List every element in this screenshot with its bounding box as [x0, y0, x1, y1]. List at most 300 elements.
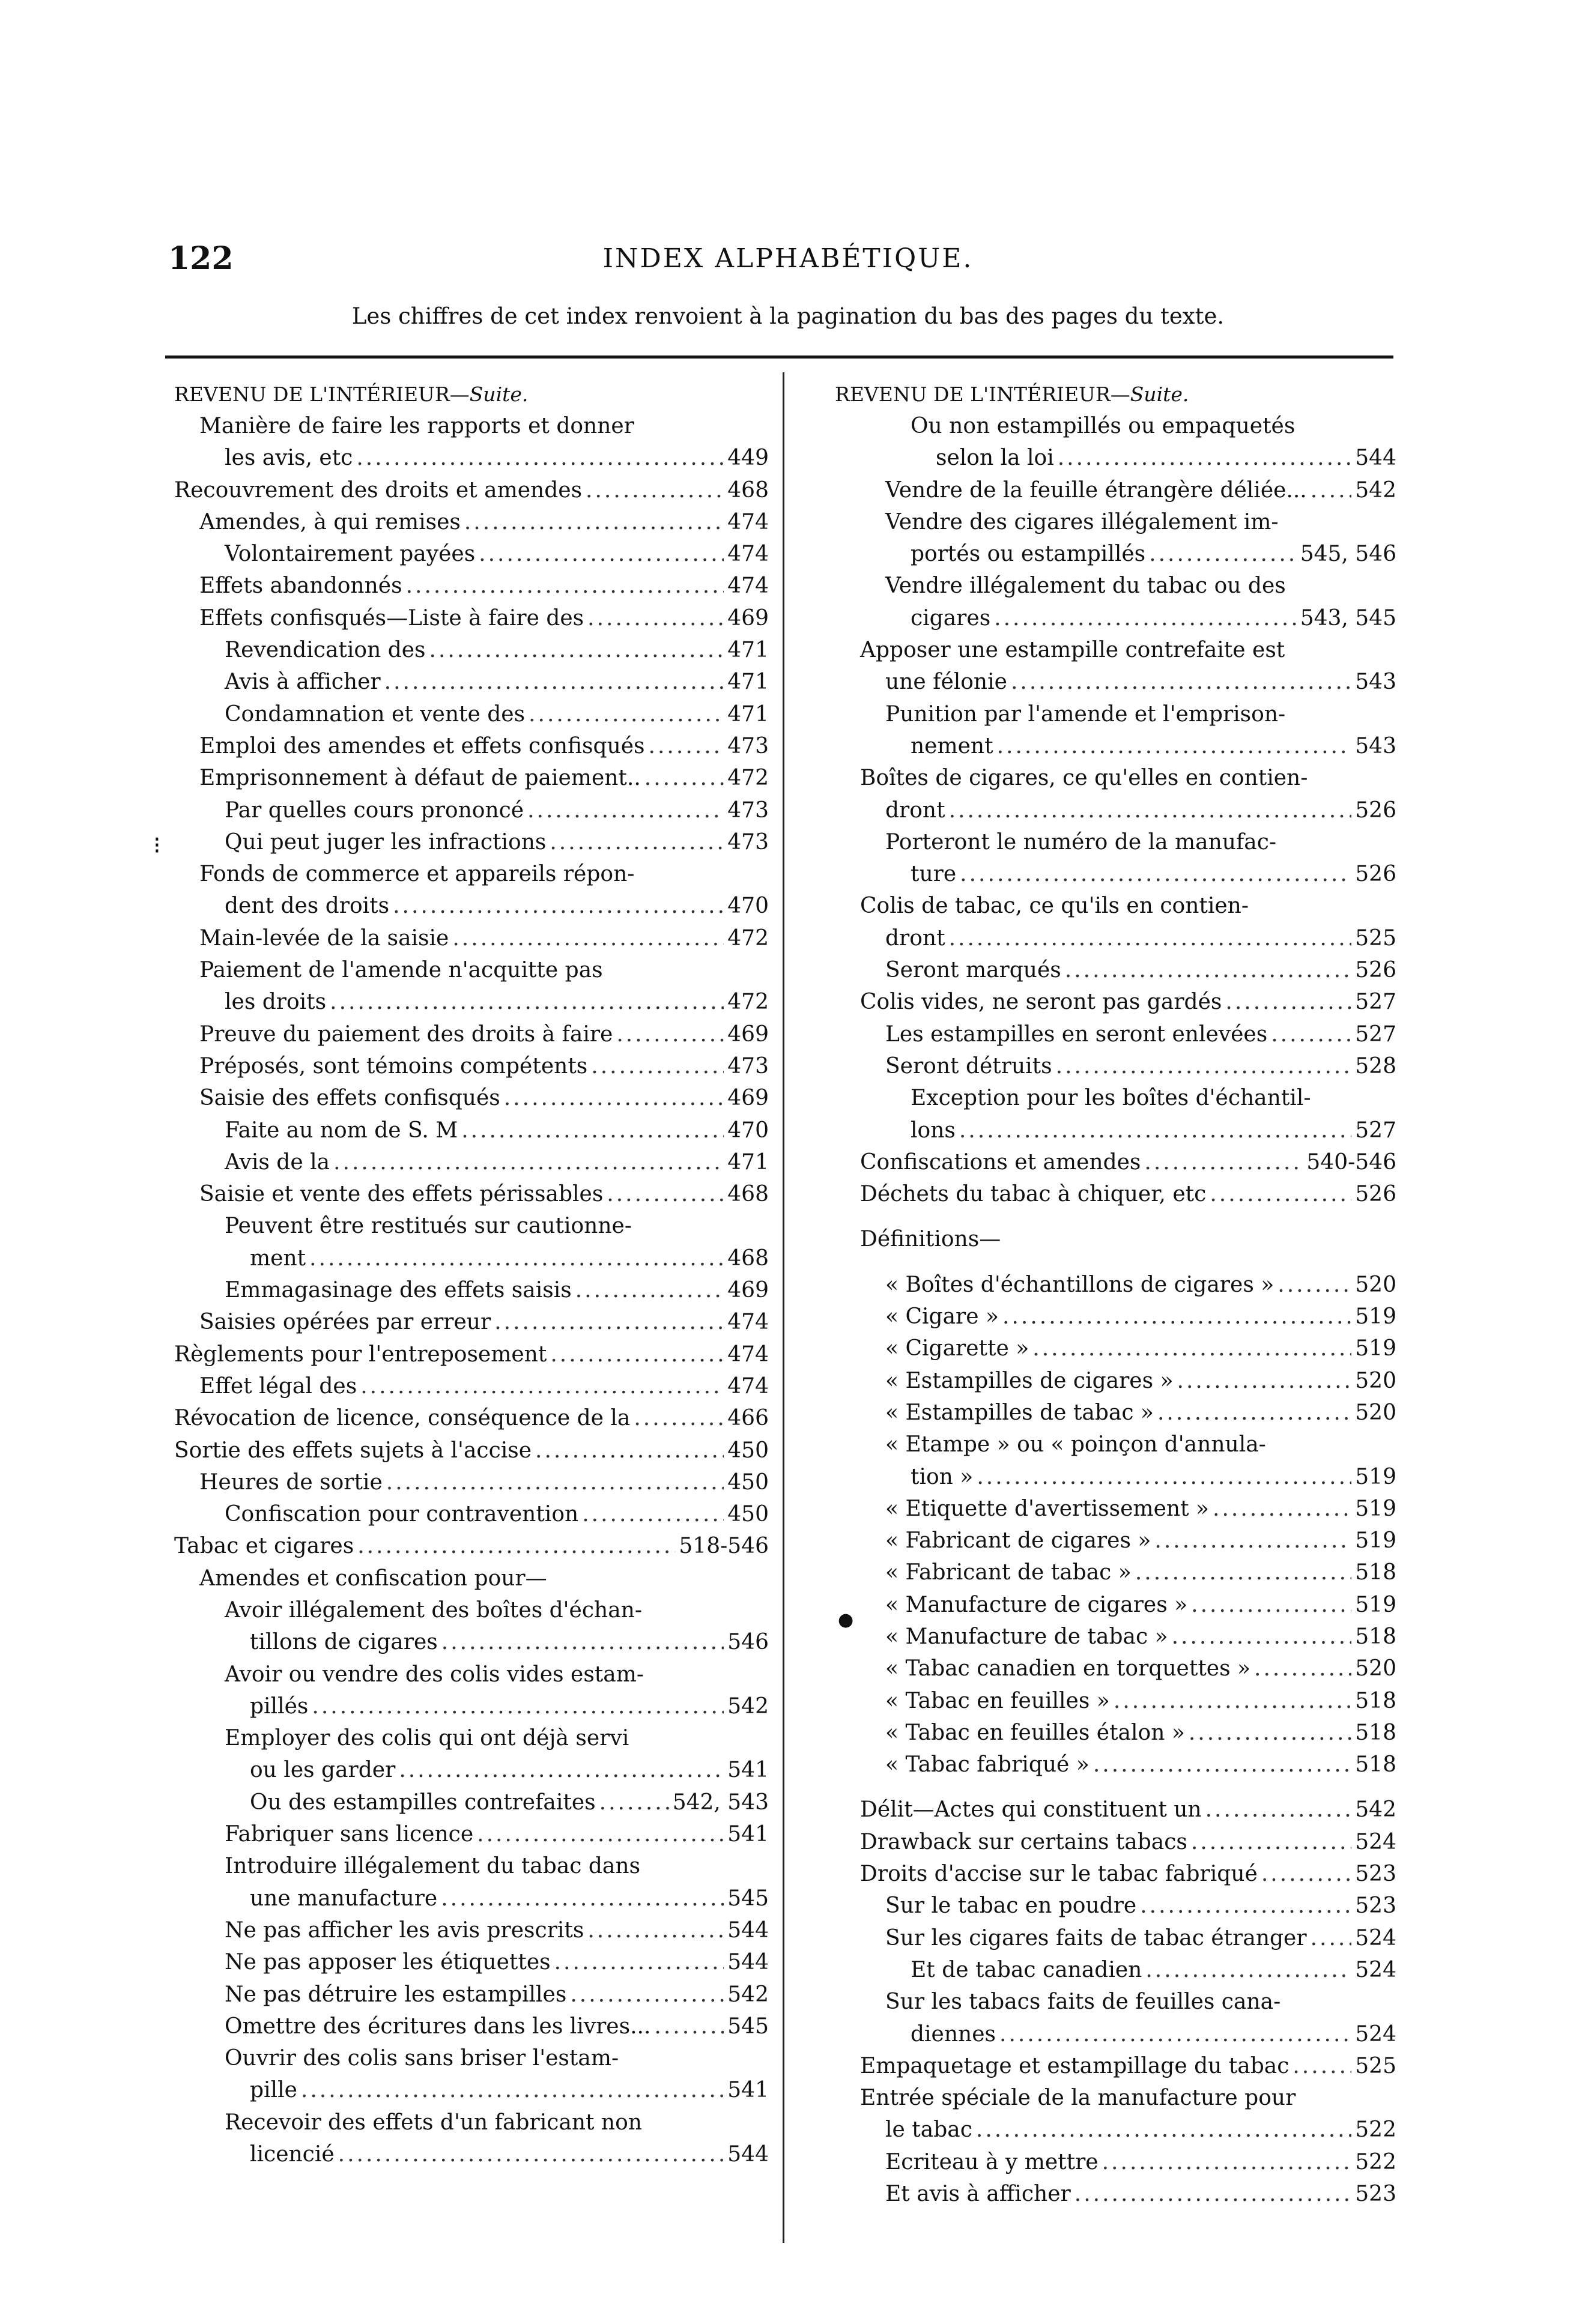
index-entry — [174, 1498, 769, 1530]
dot-leader — [1149, 538, 1297, 570]
index-entry-text: Paiement de l'amende n'acquitte pas — [199, 958, 603, 983]
index-entry-text: « Tabac fabriqué » — [885, 1752, 1090, 1778]
dot-leader — [1277, 1269, 1351, 1301]
index-entry — [835, 1794, 1396, 1826]
index-entry — [174, 1466, 769, 1498]
index-entry-text: dront — [885, 925, 945, 951]
index-entry-page: 526 — [1355, 797, 1396, 823]
index-entry-page: 526 — [1355, 1182, 1396, 1207]
dot-leader — [1177, 1365, 1352, 1397]
index-entry-page: 540-546 — [1306, 1149, 1396, 1175]
index-entry — [835, 1621, 1396, 1653]
index-entry — [174, 1435, 769, 1466]
index-entry — [174, 1914, 769, 1946]
dot-leader — [977, 1461, 1351, 1493]
index-entry — [835, 698, 1396, 730]
dot-leader — [634, 1402, 724, 1434]
index-entry-text: une félonie — [885, 670, 1007, 695]
index-entry-page: 518 — [1355, 1752, 1396, 1778]
index-entry-text: « Etampe » ou « poinçon d'annula- — [885, 1432, 1266, 1457]
entry-gap — [835, 1210, 1396, 1223]
index-entry — [835, 1223, 1396, 1255]
dot-leader — [1140, 1890, 1351, 1922]
index-entry — [835, 762, 1396, 794]
dot-leader — [1189, 1717, 1351, 1749]
index-entry-text: Omettre des écritures dans les livres... — [225, 2014, 651, 2039]
index-entry-text: Revendication des — [225, 638, 426, 663]
index-entry-text: Emmagasinage des effets saisis — [225, 1278, 572, 1303]
index-entry — [174, 1210, 769, 1242]
column-heading-continued: Suite. — [1130, 383, 1189, 406]
index-entry — [835, 2050, 1396, 2082]
index-entry — [835, 1826, 1396, 1858]
index-entry-text: Punition par l'amende et l'emprison- — [885, 701, 1286, 727]
index-entry-page: 471 — [727, 1149, 769, 1175]
index-entry — [174, 1659, 769, 1690]
dot-leader — [1114, 1685, 1351, 1717]
index-entry — [835, 1301, 1396, 1333]
dot-leader — [477, 1818, 724, 1850]
index-entry-page: 546 — [727, 1630, 769, 1655]
index-entry — [174, 1402, 769, 1434]
index-entry-page: 524 — [1355, 1957, 1396, 1982]
index-entry — [174, 1050, 769, 1082]
index-entry-page: 519 — [1355, 1528, 1396, 1554]
column-heading-text: REVENU DE L'INTÉRIEUR— — [174, 383, 470, 406]
index-entry-page: 526 — [1355, 862, 1396, 887]
index-entry-text: Confiscation pour contravention — [225, 1502, 579, 1527]
index-entry-page: 518 — [1355, 1624, 1396, 1649]
index-entry — [835, 1749, 1396, 1781]
index-entry-page: 523 — [1355, 1862, 1396, 1887]
index-entry-page: 519 — [1355, 1304, 1396, 1330]
dot-leader — [1172, 1621, 1352, 1653]
column-heading — [174, 378, 769, 410]
index-entry-page: 541 — [727, 1822, 769, 1847]
dot-leader — [357, 1530, 675, 1562]
index-entry-text: Drawback sur certains tabacs — [860, 1829, 1187, 1854]
index-entry-page: 519 — [1355, 1592, 1396, 1617]
index-entry — [174, 1818, 769, 1850]
index-entry-text: licencié — [250, 2142, 335, 2167]
index-entry-text: Fonds de commerce et appareils répon- — [199, 862, 635, 887]
dot-leader — [312, 1690, 724, 1722]
index-entry — [835, 1269, 1396, 1301]
index-entry-text: Ne pas apposer les étiquettes — [225, 1950, 551, 1975]
index-entry-page: 469 — [727, 1086, 769, 1111]
dot-leader — [1191, 1589, 1351, 1621]
dot-leader — [406, 570, 724, 602]
dot-leader — [575, 1274, 724, 1306]
dot-leader — [554, 1946, 724, 1978]
index-entry-text: Ne pas afficher les avis prescrits — [225, 1917, 584, 1943]
index-entry-page: 543 — [1355, 733, 1396, 758]
index-entry — [835, 2082, 1396, 2114]
index-entry — [174, 1850, 769, 1882]
index-entry-text: Preuve du paiement des droits à faire — [199, 1021, 613, 1047]
dot-leader — [550, 826, 724, 858]
dot-leader — [527, 794, 724, 826]
index-entry-text: Manière de faire les rapports et donner — [199, 414, 634, 438]
index-entry-page: 471 — [727, 701, 769, 727]
index-entry — [835, 794, 1396, 826]
dot-leader — [1191, 1826, 1351, 1858]
index-entry — [835, 1397, 1396, 1429]
index-entry — [835, 602, 1396, 634]
index-entry-page: 450 — [727, 1438, 769, 1463]
entry-gap — [835, 1781, 1396, 1794]
index-entry-page: 474 — [727, 1373, 769, 1399]
index-entry — [174, 570, 769, 602]
index-entry-page: 474 — [727, 573, 769, 599]
index-entry-text: selon la loi — [936, 446, 1054, 471]
index-entry — [835, 1115, 1396, 1146]
index-entry — [174, 1690, 769, 1722]
index-entry — [835, 1922, 1396, 1954]
dot-leader — [586, 474, 724, 506]
index-entry-text: les avis, etc — [225, 446, 353, 471]
dot-leader — [1213, 1493, 1351, 1525]
index-entry-text: Recevoir des effets d'un fabricant non — [225, 2110, 642, 2135]
dot-leader — [1011, 666, 1351, 698]
page-number: 122 — [168, 240, 234, 277]
index-entry-page: 545, 546 — [1300, 542, 1396, 567]
index-entry-text: Sur les tabacs faits de feuilles cana- — [885, 1990, 1281, 2015]
index-entry-page: 473 — [727, 1053, 769, 1079]
index-entry-text: Amendes, à qui remises — [199, 509, 461, 534]
index-entry — [835, 538, 1396, 570]
index-entry — [835, 1589, 1396, 1621]
index-entry-text: nement — [911, 733, 993, 758]
index-entry-text: Volontairement payées — [225, 542, 476, 567]
index-entry — [835, 1858, 1396, 1890]
index-entry-page: 468 — [727, 477, 769, 503]
index-entry-page: 518 — [1355, 1560, 1396, 1585]
index-entry — [835, 1429, 1396, 1460]
left-column — [174, 378, 769, 2170]
dot-leader — [1058, 442, 1352, 474]
index-entry-text: Vendre des cigares illégalement im- — [885, 509, 1279, 534]
dot-leader — [1210, 1178, 1351, 1210]
index-entry-page: 520 — [1355, 1368, 1396, 1393]
index-entry-text: Sur les cigares faits de tabac étranger — [885, 1925, 1307, 1950]
index-entry-text: Confiscations et amendes — [860, 1149, 1141, 1175]
index-entry-page: 525 — [1355, 925, 1396, 951]
index-entry — [174, 1883, 769, 1914]
dot-leader — [591, 1050, 724, 1082]
dot-leader — [582, 1498, 724, 1530]
index-entry-page: 543, 545 — [1300, 605, 1396, 631]
index-entry — [835, 1890, 1396, 1922]
index-entry — [174, 1018, 769, 1050]
dot-leader — [644, 762, 724, 794]
index-entry-page: 466 — [727, 1406, 769, 1431]
column-divider — [783, 372, 784, 2243]
index-entry-page: 474 — [727, 542, 769, 567]
index-entry-text: « Tabac en feuilles » — [885, 1688, 1110, 1713]
index-entry-text: « Estampilles de tabac » — [885, 1400, 1154, 1425]
index-entry — [174, 474, 769, 506]
index-entry — [174, 1082, 769, 1114]
index-entry-page: 527 — [1355, 1118, 1396, 1143]
index-entry-page: 542 — [1355, 477, 1396, 503]
dot-leader — [1154, 1525, 1351, 1557]
index-entry — [835, 570, 1396, 602]
index-entry-page: 542, 543 — [672, 1790, 769, 1815]
right-column — [835, 378, 1396, 2210]
index-entry-text: Main-levée de la saisie — [199, 925, 449, 951]
index-entry-text: Ou des estampilles contrefaites — [250, 1790, 596, 1815]
index-entry — [174, 1178, 769, 1210]
column-heading-continued: Suite. — [469, 383, 529, 406]
index-entry-text: Avoir illégalement des boîtes d'échan- — [225, 1597, 643, 1623]
index-entry-page: 471 — [727, 670, 769, 695]
index-entry — [174, 730, 769, 762]
index-entry — [174, 1115, 769, 1146]
dot-leader — [429, 634, 724, 666]
index-entry-text: Heures de sortie — [199, 1469, 383, 1495]
index-entry-text: Ou non estampillés ou empaquetés — [911, 414, 1296, 438]
dot-leader — [360, 1370, 724, 1402]
dot-leader — [599, 1787, 669, 1818]
index-entry-text: pille — [250, 2078, 297, 2103]
index-entry-list — [835, 410, 1396, 2210]
index-entry — [835, 1557, 1396, 1588]
index-entry-page: 519 — [1355, 1336, 1396, 1361]
index-entry-page: 474 — [727, 509, 769, 534]
entry-gap — [835, 1256, 1396, 1269]
index-entry-text: Sortie des effets sujets à l'accise — [174, 1438, 532, 1463]
index-entry-page: 472 — [727, 925, 769, 951]
index-entry-text: Déchets du tabac à chiquer, etc — [860, 1182, 1207, 1207]
dot-leader — [1205, 1794, 1352, 1826]
column-heading — [835, 378, 1396, 410]
dot-leader — [333, 1146, 724, 1178]
index-entry-text: Amendes et confiscation pour— — [199, 1566, 547, 1591]
index-entry — [174, 762, 769, 794]
index-entry — [174, 986, 769, 1018]
index-entry — [174, 1594, 769, 1626]
dot-leader — [441, 1626, 724, 1658]
index-entry-page: 544 — [727, 1950, 769, 1975]
index-entry-page: 473 — [727, 733, 769, 758]
index-entry — [174, 1563, 769, 1594]
index-entry-text: Délit—Actes qui constituent un — [860, 1797, 1202, 1823]
index-entry-page: 526 — [1355, 958, 1396, 983]
index-entry-text: le tabac — [885, 2117, 972, 2143]
index-entry-text: Peuvent être restitués sur cautionne- — [225, 1214, 632, 1239]
index-entry-page: 522 — [1355, 2117, 1396, 2143]
index-entry — [174, 954, 769, 986]
dot-leader — [1311, 474, 1352, 506]
index-entry — [835, 1493, 1396, 1525]
dot-leader — [654, 2011, 724, 2042]
index-entry-text: Avoir ou vendre des colis vides estam- — [225, 1662, 644, 1687]
index-entry — [835, 1525, 1396, 1557]
index-entry-text: « Manufacture de tabac » — [885, 1624, 1168, 1649]
index-entry-text: « Tabac canadien en torquettes » — [885, 1656, 1251, 1681]
index-entry-text: Recouvrement des droits et amendes — [174, 477, 583, 503]
index-entry-page: 470 — [727, 1118, 769, 1143]
dot-leader — [441, 1883, 724, 1914]
dot-leader — [384, 666, 724, 698]
index-entry-text: Révocation de licence, conséquence de la — [174, 1406, 631, 1431]
index-entry — [835, 922, 1396, 954]
index-entry-text: Saisie et vente des effets périssables — [199, 1182, 604, 1207]
index-entry-text: Règlements pour l'entreposement — [174, 1342, 547, 1367]
index-entry-page: 518-546 — [679, 1534, 769, 1559]
index-entry-text: lons — [911, 1118, 956, 1143]
index-entry-page: 474 — [727, 1342, 769, 1367]
page-title: INDEX ALPHABÉTIQUE. — [602, 243, 974, 274]
index-entry — [174, 2138, 769, 2170]
dot-leader — [1271, 1018, 1351, 1050]
index-entry-text: « Fabricant de tabac » — [885, 1560, 1132, 1585]
index-entry-page: 449 — [727, 446, 769, 471]
index-entry-page: 519 — [1355, 1496, 1396, 1521]
index-entry-text: Effets abandonnés — [199, 573, 402, 599]
dot-leader — [587, 602, 724, 634]
index-entry-text: Condamnation et vente des — [225, 701, 526, 727]
index-entry — [174, 698, 769, 730]
index-entry — [835, 1461, 1396, 1493]
index-entry — [835, 1333, 1396, 1364]
index-entry-text: Effets confisqués—Liste à faire des — [199, 605, 584, 631]
index-entry-page: 523 — [1355, 2182, 1396, 2207]
dot-leader — [1032, 1333, 1351, 1364]
index-entry — [174, 2074, 769, 2106]
index-entry — [174, 2042, 769, 2074]
index-entry-page: 542 — [727, 1982, 769, 2007]
index-entry — [835, 2178, 1396, 2210]
dot-leader — [1093, 1749, 1351, 1781]
index-entry-page: 544 — [727, 2142, 769, 2167]
index-entry — [174, 1530, 769, 1562]
index-entry — [835, 1717, 1396, 1749]
dot-leader — [301, 2074, 724, 2106]
index-entry — [174, 1787, 769, 1818]
column-heading-text: REVENU DE L'INTÉRIEUR— — [835, 383, 1130, 406]
dot-leader — [386, 1466, 724, 1498]
dot-leader — [999, 2018, 1351, 2050]
index-entry-page: 473 — [727, 797, 769, 823]
index-entry-page: 468 — [727, 1182, 769, 1207]
index-entry — [174, 1946, 769, 1978]
index-entry — [174, 666, 769, 698]
index-entry-text: Définitions— — [860, 1227, 1001, 1252]
dot-leader — [1144, 1146, 1303, 1178]
index-entry — [835, 666, 1396, 698]
index-entry-page: 518 — [1355, 1688, 1396, 1713]
index-entry — [835, 826, 1396, 858]
index-entry — [835, 1082, 1396, 1114]
dot-leader — [399, 1754, 724, 1786]
dot-leader — [587, 1914, 724, 1946]
index-entry-text: Colis de tabac, ce qu'ils en contien- — [860, 894, 1249, 919]
index-entry — [835, 890, 1396, 922]
index-entry — [835, 442, 1396, 474]
index-entry-text: Saisie des effets confisqués — [199, 1086, 500, 1111]
index-entry — [174, 1274, 769, 1306]
index-entry — [835, 1986, 1396, 2018]
index-entry-text: « Etiquette d'avertissement » — [885, 1496, 1209, 1521]
index-entry-text: « Cigare » — [885, 1304, 999, 1330]
index-entry-text: Empaquetage et estampillage du tabac — [860, 2053, 1290, 2078]
index-entry-text: Exception pour les boîtes d'échantil- — [911, 1086, 1311, 1111]
index-entry — [174, 506, 769, 538]
index-entry-text: Emprisonnement à défaut de paiement.. — [199, 766, 641, 791]
dot-leader — [529, 698, 724, 730]
index-entry — [835, 1178, 1396, 1210]
index-entry-text: Sur le tabac en poudre — [885, 1893, 1137, 1919]
index-entry — [174, 826, 769, 858]
index-entry-page: 519 — [1355, 1464, 1396, 1489]
index-entry — [835, 2018, 1396, 2050]
index-entry — [835, 1365, 1396, 1397]
index-entry-page: 542 — [727, 1693, 769, 1719]
index-entry-text: Par quelles cours prononcé — [225, 797, 524, 823]
index-entry — [835, 506, 1396, 538]
index-entry — [835, 2114, 1396, 2146]
index-entry-page: 520 — [1355, 1400, 1396, 1425]
index-entry-page: 472 — [727, 766, 769, 791]
index-entry — [174, 1242, 769, 1274]
index-entry-text: « Manufacture de cigares » — [885, 1592, 1188, 1617]
index-entry-text: Et de tabac canadien — [911, 1957, 1142, 1982]
index-entry-page: 544 — [1355, 446, 1396, 471]
index-entry — [835, 858, 1396, 890]
dot-leader — [1254, 1653, 1351, 1684]
index-entry-page: 469 — [727, 605, 769, 631]
index-entry — [174, 1979, 769, 2011]
index-entry-page: 541 — [727, 1758, 769, 1783]
index-entry — [174, 1370, 769, 1402]
index-entry-page: 528 — [1355, 1053, 1396, 1079]
dot-leader — [960, 858, 1351, 890]
dot-leader — [976, 2114, 1351, 2146]
dot-leader — [550, 1339, 724, 1370]
margin-mark: ⁝ — [153, 832, 161, 859]
index-entry-text: Saisies opérées par erreur — [199, 1310, 491, 1335]
index-entry-text: cigares — [911, 605, 991, 631]
dot-leader — [1056, 1050, 1352, 1082]
dot-leader — [997, 730, 1352, 762]
dot-leader — [1002, 1301, 1351, 1333]
index-entry-list — [174, 410, 769, 2170]
index-entry-text: Les estampilles en seront enlevées — [885, 1021, 1268, 1047]
index-entry-text: Porteront le numéro de la manufac- — [885, 829, 1277, 855]
index-entry-page: 522 — [1355, 2149, 1396, 2174]
index-entry-page: 472 — [727, 990, 769, 1015]
index-entry-page: 543 — [1355, 670, 1396, 695]
index-entry — [174, 634, 769, 666]
header-rule — [165, 356, 1393, 359]
index-entry-page: 473 — [727, 829, 769, 855]
index-entry-page: 469 — [727, 1278, 769, 1303]
index-entry — [835, 954, 1396, 986]
index-entry-text: « Boîtes d'échantillons de cigares » — [885, 1272, 1274, 1297]
dot-leader — [330, 986, 724, 1018]
dot-leader — [607, 1178, 724, 1210]
index-entry-text: Et avis à afficher — [885, 2182, 1071, 2207]
index-entry-text: « Fabricant de cigares » — [885, 1528, 1151, 1554]
index-entry-text: diennes — [911, 2021, 996, 2047]
index-entry-text: Boîtes de cigares, ce qu'elles en contien- — [860, 766, 1308, 791]
dot-leader — [1135, 1557, 1351, 1588]
dot-leader — [1145, 1954, 1351, 1986]
index-entry — [835, 410, 1396, 442]
index-entry-page: 527 — [1355, 990, 1396, 1015]
